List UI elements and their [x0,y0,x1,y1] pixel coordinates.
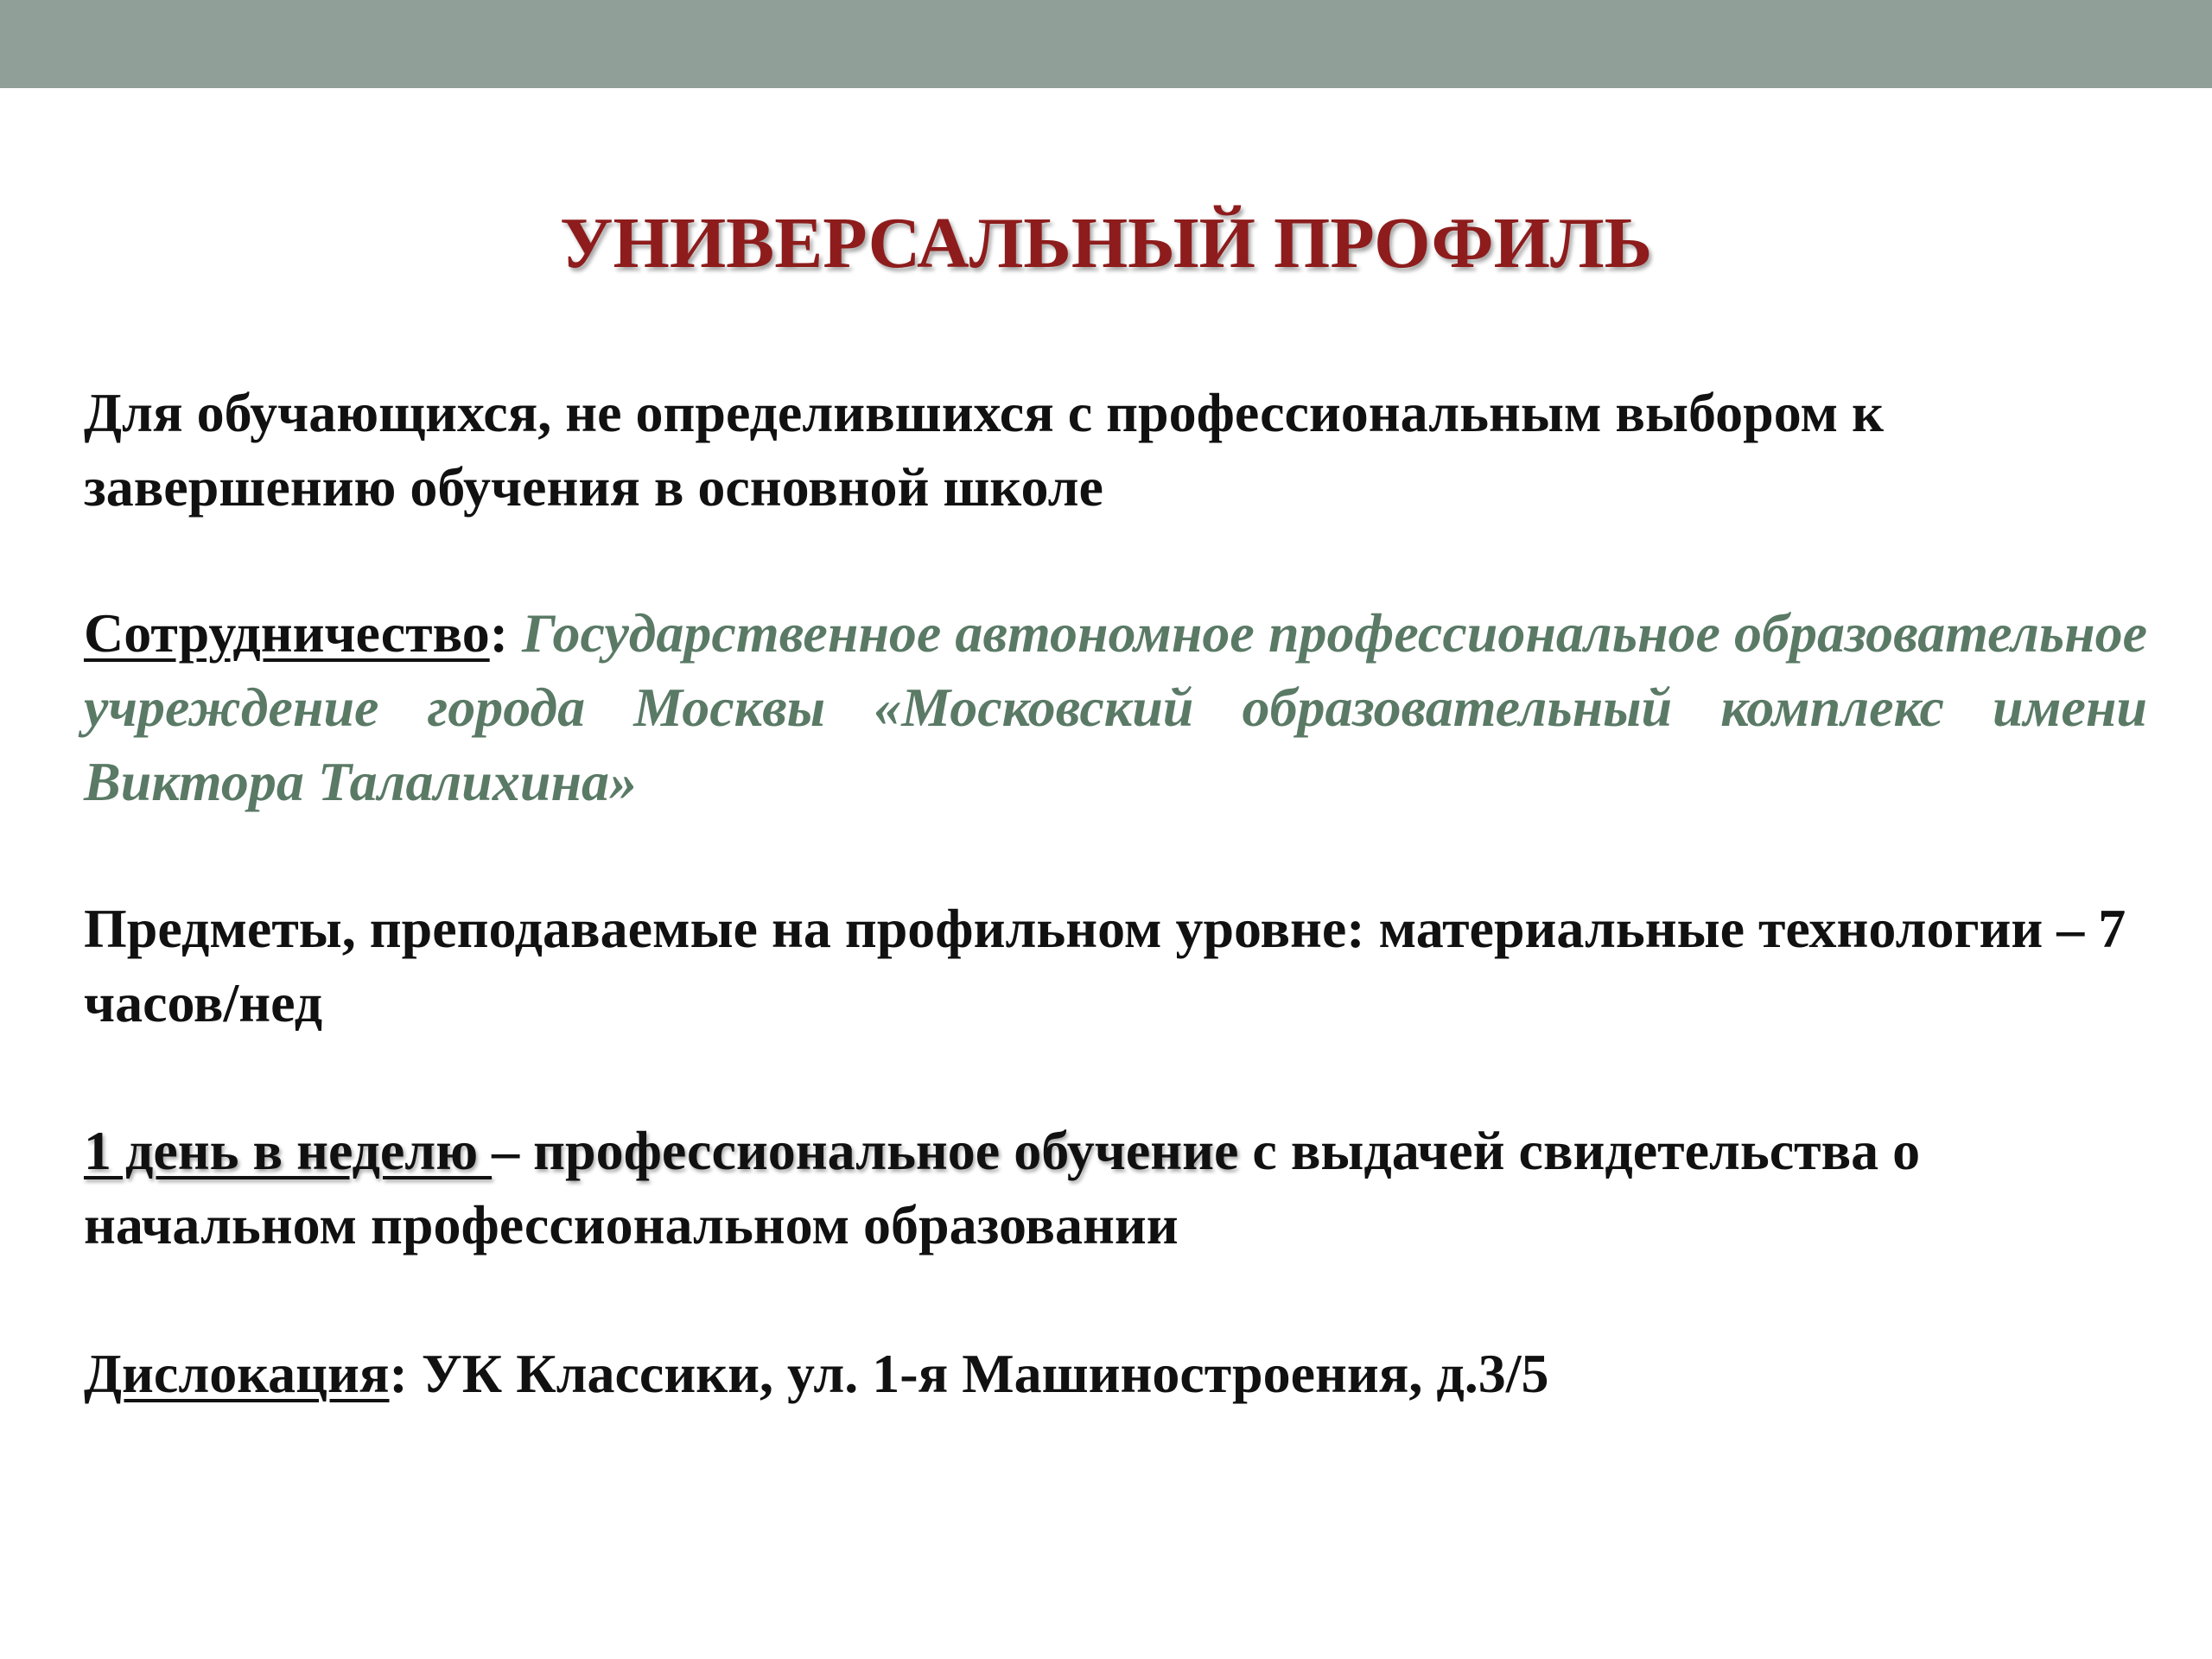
training-paragraph [84,1114,2147,1262]
training-dash: – [492,1120,534,1181]
training-day: 1 день в неделю [84,1120,493,1181]
intro-paragraph: Для обучающихся, не определившихся с профессиональным выбором к завершению обучения в основной школе [84,382,1884,518]
training-highlight: профессиональное обучение [533,1120,1239,1181]
location-value: : УК Классики, ул. 1-я Машиностроения, д.3/5 [389,1343,1549,1404]
location-label: Дислокация [84,1343,390,1404]
location-paragraph [84,1337,2147,1411]
training-rest: с выдачей свидетельства о начальном профессиональном образовании [84,1120,1921,1255]
cooperation-paragraph [84,596,2147,819]
cooperation-colon: : [489,602,508,664]
cooperation-label: Сотрудничество [84,602,490,664]
subjects-paragraph: Предметы, преподаваемые на профильном уровне: материальные технологии – 7 часов/нед [84,898,2126,1033]
cooperation-organization: Государственное автономное профессиональное образовательное учреждение города Москвы «Московский образовательный комплекс имени Виктора Талалихина» [84,602,2147,812]
top-bar [0,0,2212,88]
slide-title: УНИВЕРСАЛЬНЫЙ ПРОФИЛЬ [559,203,1653,283]
